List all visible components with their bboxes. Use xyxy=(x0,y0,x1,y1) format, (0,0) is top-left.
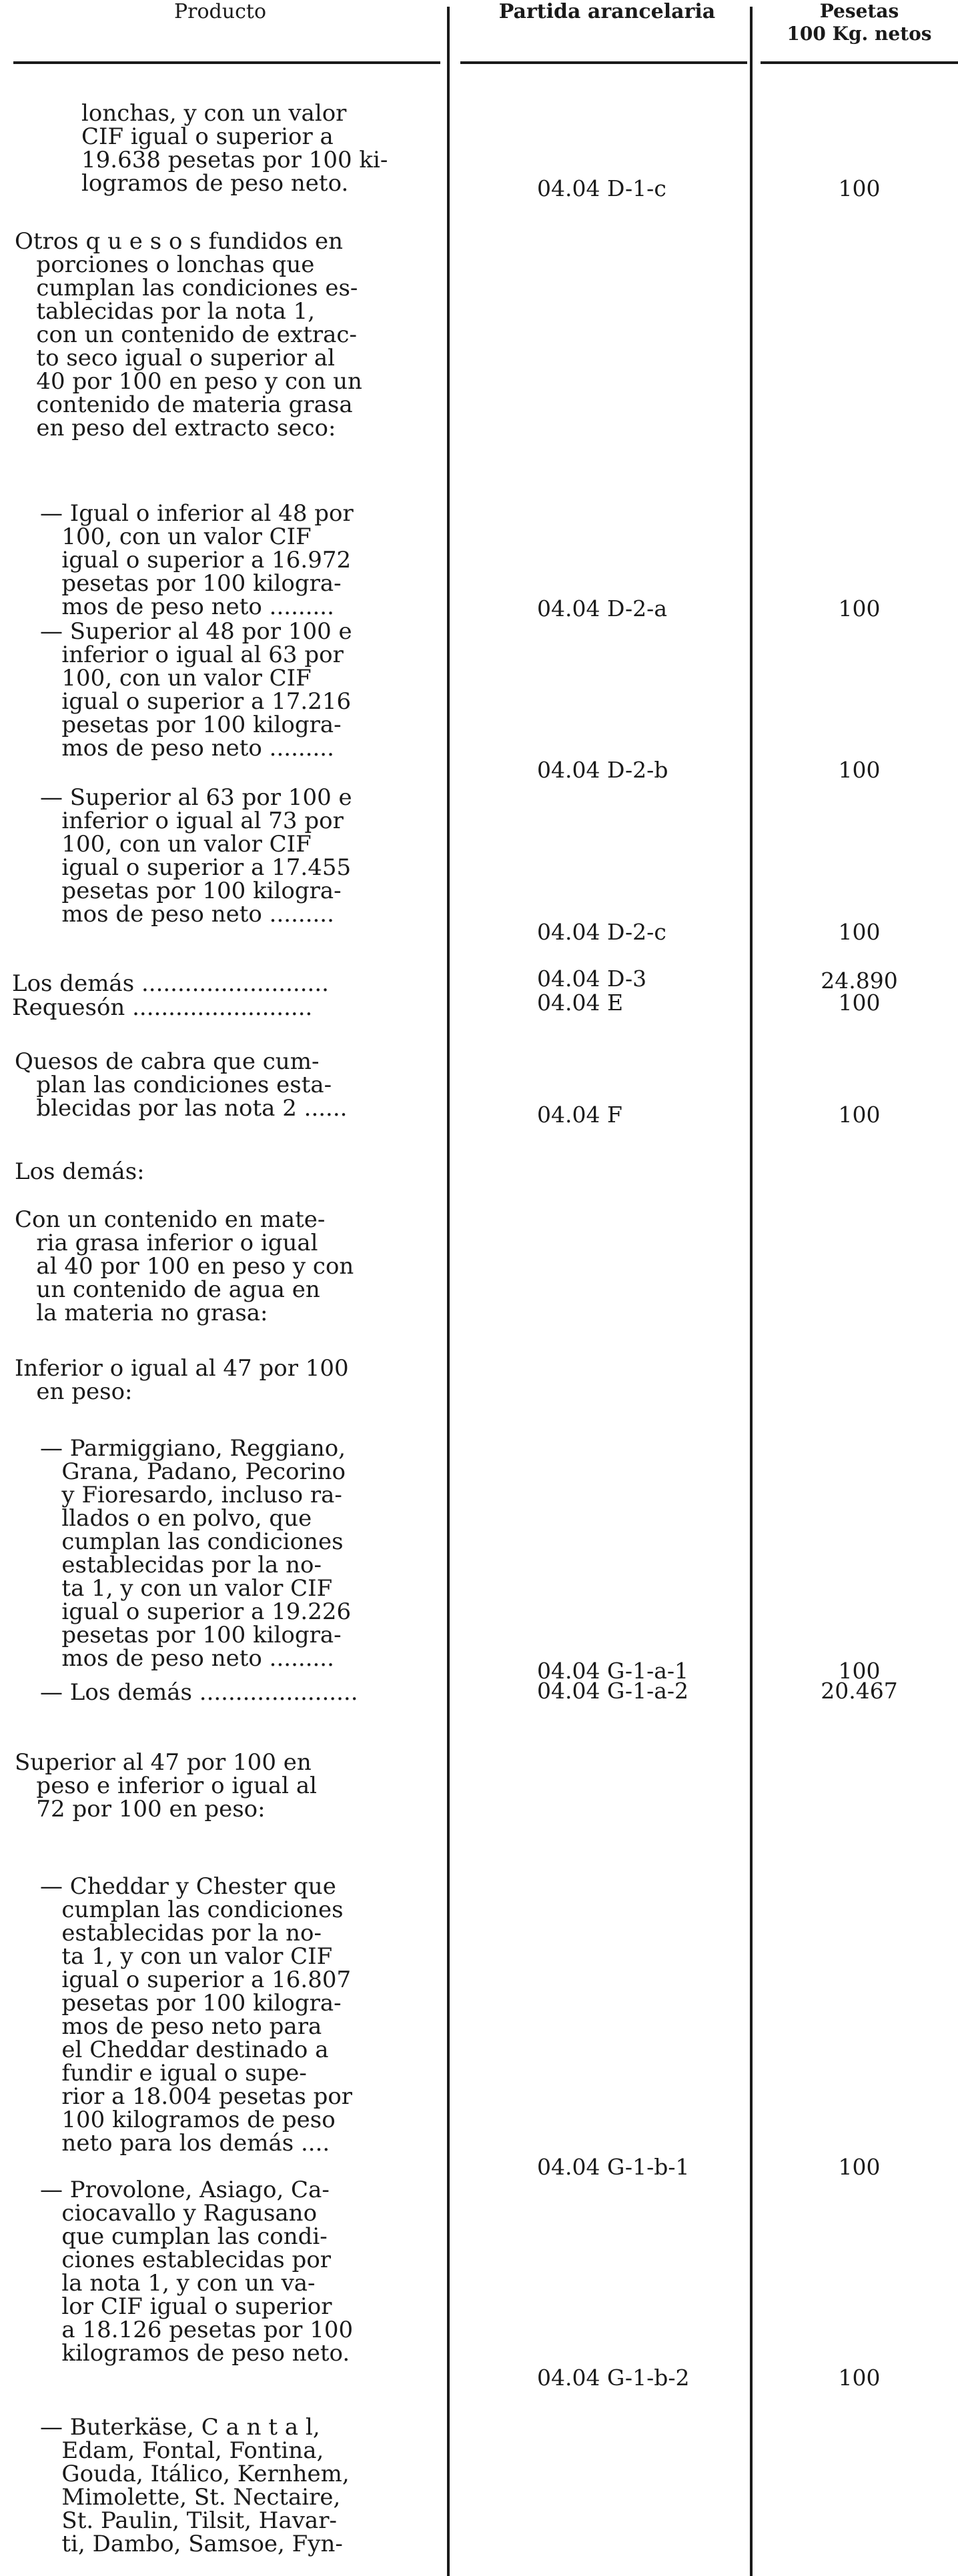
entry-text: Superior al 47 por 100 en peso e inferior o igual al 72 por 100 en peso: xyxy=(15,1749,318,1822)
entry-code: 04.04 F xyxy=(537,1102,622,1128)
entry-text: Los demás: xyxy=(15,1158,145,1185)
entry-text: — Superior al 63 por 100 e inferior o igual al 73 por 100, con un valor CIF igual o superior a 17.455 pesetas por 100 kilogra- mos de peso neto ......... xyxy=(40,784,352,928)
entry-value: 100 xyxy=(838,2365,881,2391)
entry-value: 20.467 xyxy=(821,1678,898,1704)
header-rule-partida xyxy=(460,61,747,64)
header-rule-product xyxy=(13,61,440,64)
entry-text: — Provolone, Asiago, Ca- ciocavallo y Ragusano que cumplan las condi- ciones establecidas por la nota 1, y con un va- lor CIF igual o superior a 18.126 pesetas por 100 kilogramos de peso neto. xyxy=(40,2177,354,2367)
entry-text: Inferior o igual al 47 por 100 en peso: xyxy=(15,1355,349,1405)
entry-value: 100 xyxy=(838,2154,881,2180)
entry-code: 04.04 D-2-c xyxy=(537,919,666,945)
column-divider-1 xyxy=(447,7,450,2576)
entry-code: 04.04 G-1-a-1 xyxy=(537,1658,689,1684)
entry-value: 100 xyxy=(838,175,881,201)
entry-code: 04.04 D-2-a xyxy=(537,595,668,621)
entry-text: Los demás .......................... xyxy=(12,970,329,997)
header-pesetas: Pesetas 100 Kg. netos xyxy=(787,0,932,45)
entry-text: Con un contenido en mate- ria grasa inferior o igual al 40 por 100 en peso y con un contenido de agua en la materia no grasa: xyxy=(15,1206,354,1326)
entry-code: 04.04 E xyxy=(537,990,624,1016)
header-partida-arancelaria: Partida arancelaria xyxy=(498,0,716,23)
entry-text: lonchas, y con un valor CIF igual o superior a 19.638 pesetas por 100 ki- logramos de peso neto. xyxy=(81,100,388,197)
entry-code: 04.04 G-1-b-2 xyxy=(537,2365,690,2391)
entry-code: 04.04 D-1-c xyxy=(537,175,666,201)
entry-text: — Igual o inferior al 48 por 100, con un valor CIF igual o superior a 16.972 pesetas por 100 kilogra- mos de peso neto ......... xyxy=(40,500,354,620)
entry-value: 100 xyxy=(838,990,881,1016)
entry-value: 100 xyxy=(838,1102,881,1128)
entry-code: 04.04 D-2-b xyxy=(537,757,668,783)
header-producto: Producto xyxy=(173,0,267,23)
entry-code: 04.04 G-1-a-2 xyxy=(537,1678,689,1704)
entry-text: Requesón ......................... xyxy=(12,994,313,1021)
entry-value: 24.890 xyxy=(821,968,898,994)
entry-value: 100 xyxy=(838,757,881,783)
entry-code: 04.04 G-1-b-1 xyxy=(537,2154,690,2180)
header-rule-pesetas xyxy=(761,61,958,64)
entry-text: — Buterkäse, C a n t a l, Edam, Fontal, Fontina, Gouda, Itálico, Kernhem, Mimolette, St. Nectaire, St. Paulin, Tilsit, Havar- ti, Dambo, Samsoe, Fyn- xyxy=(40,2414,350,2557)
column-divider-2 xyxy=(750,7,753,2576)
entry-text: Quesos de cabra que cum- plan las condiciones esta- blecidas por las nota 2 ...... xyxy=(15,1048,348,1122)
entry-text: — Cheddar y Chester que cumplan las condiciones establecidas por la no- ta 1, y con un valor CIF igual o superior a 16.807 pesetas por 100 kilogra- mos de peso neto para el Cheddar destinado a fundir e igual o supe- rior a 18.004 pesetas por 100 kilogramos de peso neto para los demás .... xyxy=(40,1873,353,2157)
entry-value: 100 xyxy=(838,919,881,945)
entry-value: 100 xyxy=(838,595,881,621)
entry-text: Otros q u e s o s fundidos en porciones o lonchas que cumplan las condiciones es- tablecidas por la nota 1, con un contenido de extrac- to seco igual o superior al 40 por 100 en peso y con un contenido de materia grasa en peso del extracto seco: xyxy=(15,228,362,441)
entry-text: — Parmiggiano, Reggiano, Grana, Padano, Pecorino y Fioresardo, incluso ra- llados o en polvo, que cumplan las condiciones establecidas por la no- ta 1, y con un valor CIF igual o superior a 19.226 pesetas por 100 kilogra- mos de peso neto ......... xyxy=(40,1435,352,1672)
entry-text: — Superior al 48 por 100 e inferior o igual al 63 por 100, con un valor CIF igual o superior a 17.216 pesetas por 100 kilogra- mos de peso neto ......... xyxy=(40,618,352,762)
entry-text: — Los demás ...................... xyxy=(40,1679,358,1706)
entry-code: 04.04 D-3 xyxy=(537,966,647,992)
entry-value: 100 xyxy=(838,1658,881,1684)
